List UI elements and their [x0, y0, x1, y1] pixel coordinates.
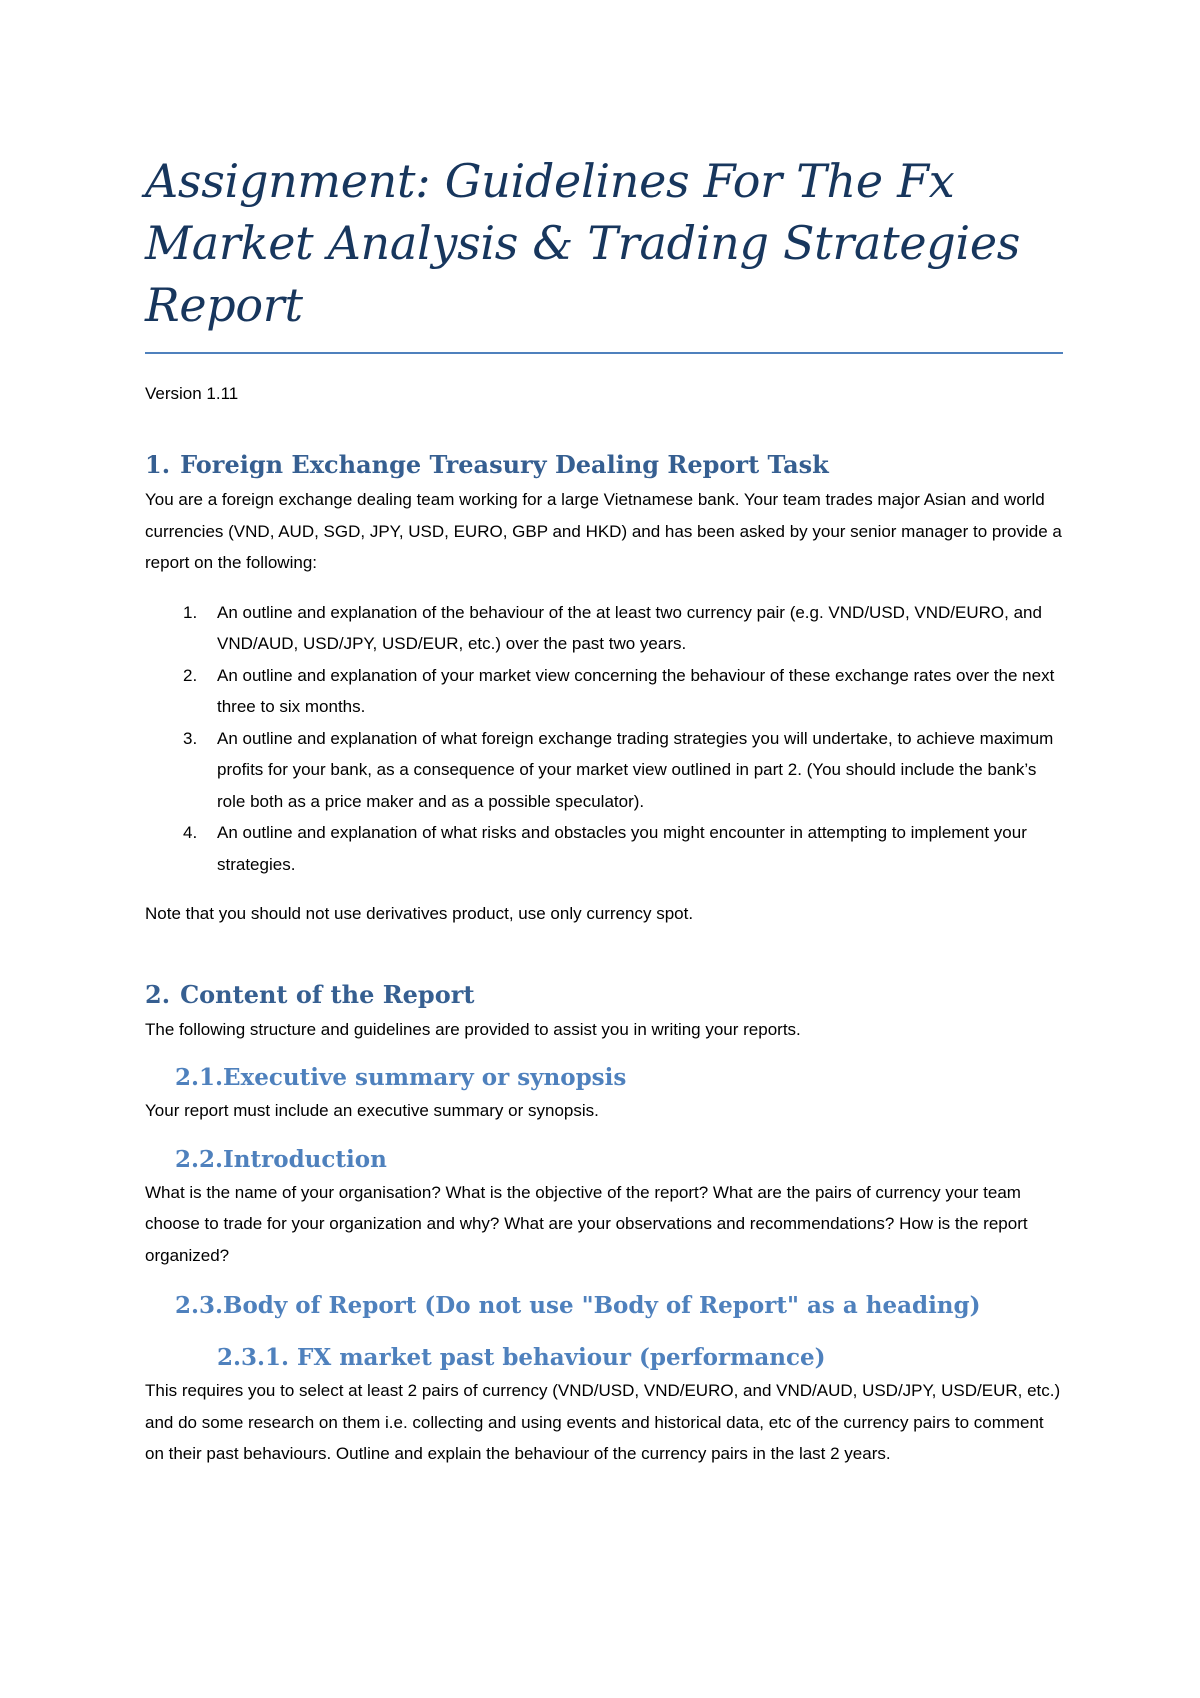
document-title: Assignment: Guidelines For The Fx Market Analysis & Trading Strategies Report: [145, 150, 1063, 354]
task-item: [145, 597, 1063, 660]
task-item-text: An outline and explanation of your market view concerning the behaviour of these exchange rates over the next three to six months.: [217, 665, 1055, 716]
section-1-note: Note that you should not use derivatives product, use only currency spot.: [145, 904, 694, 923]
subsection-2-3-heading: 2.3.Body of Report (Do not use "Body of Report" as a heading): [175, 1292, 981, 1319]
version-label: Version 1.11: [145, 384, 239, 403]
section-1-title: Foreign Exchange Treasury Dealing Report Task: [180, 450, 829, 479]
section-2-intro: The following structure and guidelines are provided to assist you in writing your reports.: [145, 1019, 801, 1039]
subsection-2-3-1-heading: 2.3.1. FX market past behaviour (performance): [217, 1344, 826, 1371]
task-item: [145, 660, 1063, 723]
subsection-2-2-text: What is the name of your organisation? What is the objective of the report? What are the pairs of currency your team choose to trade for your organization and why? What are your observations and recommendations? How is the report organized?: [145, 1182, 1028, 1265]
subsection-2-1-heading: 2.1.Executive summary or synopsis: [175, 1064, 627, 1091]
section-2-heading: [145, 980, 1063, 1010]
task-item-marker: 2.: [183, 665, 198, 685]
task-item-marker: 1.: [183, 602, 198, 622]
section-2-title: Content of the Report: [180, 979, 475, 1009]
section-1-intro: You are a foreign exchange dealing team working for a large Vietnamese bank. Your team trades major Asian and world currencies (VND, AUD, SGD, JPY, USD, EURO, GBP and HKD) and has been asked by your senior manager to provide a report on the following:: [145, 490, 1062, 572]
section-1-number: 1.: [145, 450, 171, 479]
section-2-number: 2.: [145, 979, 171, 1009]
task-item-marker: 4.: [183, 823, 198, 842]
section-1-heading: [145, 450, 1063, 480]
task-list: [145, 597, 1063, 881]
subsection-2-3-1-text: This requires you to select at least 2 pairs of currency (VND/USD, VND/EURO, and VND/AUD, USD/JPY, USD/EUR, etc.) and do some research on them i.e. collecting and using events and historical data, etc of the currency pairs to comment on their past behaviours. Outline and explain the behaviour of the currency pairs in the last 2 years.: [145, 1381, 1061, 1463]
subsection-2-1-text: Your report must include an executive summary or synopsis.: [145, 1101, 599, 1120]
task-item-marker: 3.: [183, 728, 198, 748]
subsection-2-2-heading: 2.2.Introduction: [175, 1145, 387, 1173]
task-item: [145, 723, 1063, 818]
task-item: [145, 817, 1063, 880]
task-item-text: An outline and explanation of the behaviour of the at least two currency pair (e.g. VND/USD, VND/EURO, and VND/AUD, USD/JPY, USD/EUR, etc.) over the past two years.: [217, 602, 1042, 653]
task-item-text: An outline and explanation of what risks and obstacles you might encounter in attempting to implement your strategies.: [217, 823, 1027, 874]
task-item-text: An outline and explanation of what foreign exchange trading strategies you will undertake, to achieve maximum profits for your bank, as a consequence of your market view outlined in part 2. (You should include the bank’s role both as a price maker and as a possible speculator).: [217, 728, 1054, 811]
document-page: [145, 150, 1063, 1470]
